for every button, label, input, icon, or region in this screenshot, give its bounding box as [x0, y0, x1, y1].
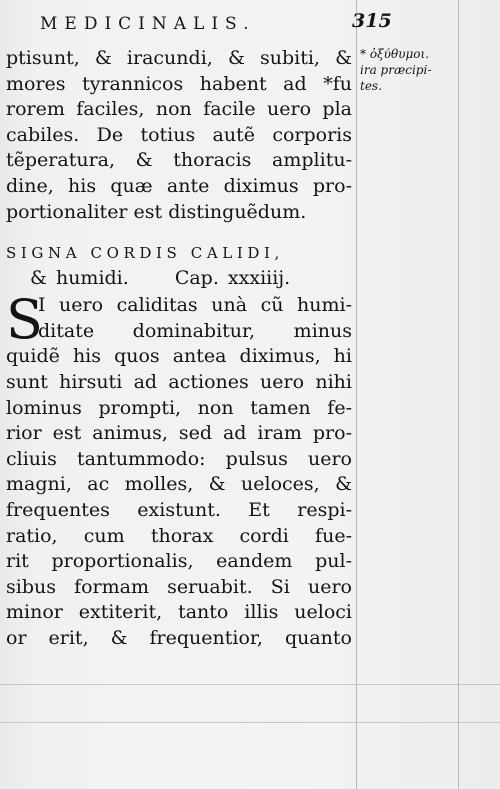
chapter-heading: SIGNA CORDIS CALIDI,	[6, 244, 284, 263]
column-rule	[356, 0, 357, 789]
margin-note-line: tes.	[360, 79, 382, 93]
text-line: portionaliter est distinguẽdum.	[6, 200, 307, 223]
text-line: sunt hirsuti ad actiones uero nihi	[6, 370, 352, 393]
text-line: tẽperatura, & thoracis amplitu-	[6, 149, 352, 172]
text-line: rior est animus, sed ad iram pro-	[6, 422, 352, 445]
text-line: magni, ac molles, & ueloces, &	[6, 473, 352, 496]
text-line: ditate dominabitur, minus	[38, 319, 352, 342]
text-line: ratio, cum thorax cordi fue-	[6, 524, 352, 547]
row-rule	[0, 684, 500, 685]
main-text	[6, 46, 352, 651]
chapter-subheading-text: & humidi.	[30, 267, 129, 290]
chapter-subheading	[6, 266, 352, 293]
text-line: I uero caliditas unà cũ humi-	[38, 294, 352, 317]
text-line: lominus prompti, non tamen fe-	[6, 396, 352, 419]
text-line: sibus formam seruabit. Si uero	[6, 575, 352, 598]
text-line: cabiles. De totius autẽ corporis	[6, 123, 352, 146]
text-line: dine, his quæ ante diximus pro-	[6, 174, 352, 197]
text-line: mores tyrannicos habent ad *fu	[6, 72, 352, 95]
column-rule	[458, 0, 459, 789]
margin-note-line: * ὀξύθυμοι.	[360, 47, 430, 61]
page-number: 315	[352, 10, 392, 32]
chapter-number: Cap. xxxiiij.	[174, 267, 291, 290]
text-line: rorem faciles, non facile uero pla	[6, 98, 352, 121]
text-line: rit proportionalis, eandem pul-	[6, 550, 352, 573]
text-line: frequentes existunt. Et respi-	[6, 498, 352, 521]
text-line: minor extiterit, tanto illis ueloci	[6, 601, 352, 624]
text-line: or erit, & frequentior, quanto	[6, 626, 352, 649]
text-line: quidẽ his quos antea diximus, hi	[6, 345, 352, 368]
margin-note	[360, 46, 460, 94]
row-rule	[0, 722, 500, 723]
running-head: MEDICINALIS.	[40, 14, 256, 34]
drop-cap: S	[6, 288, 43, 352]
text-line: cliuis tantummodo: pulsus uero	[6, 447, 352, 470]
paragraph	[6, 288, 352, 651]
margin-note-line: ira præcipi-	[360, 63, 432, 77]
text-line: ptisunt, & iracundi, & subiti, &	[6, 47, 352, 69]
